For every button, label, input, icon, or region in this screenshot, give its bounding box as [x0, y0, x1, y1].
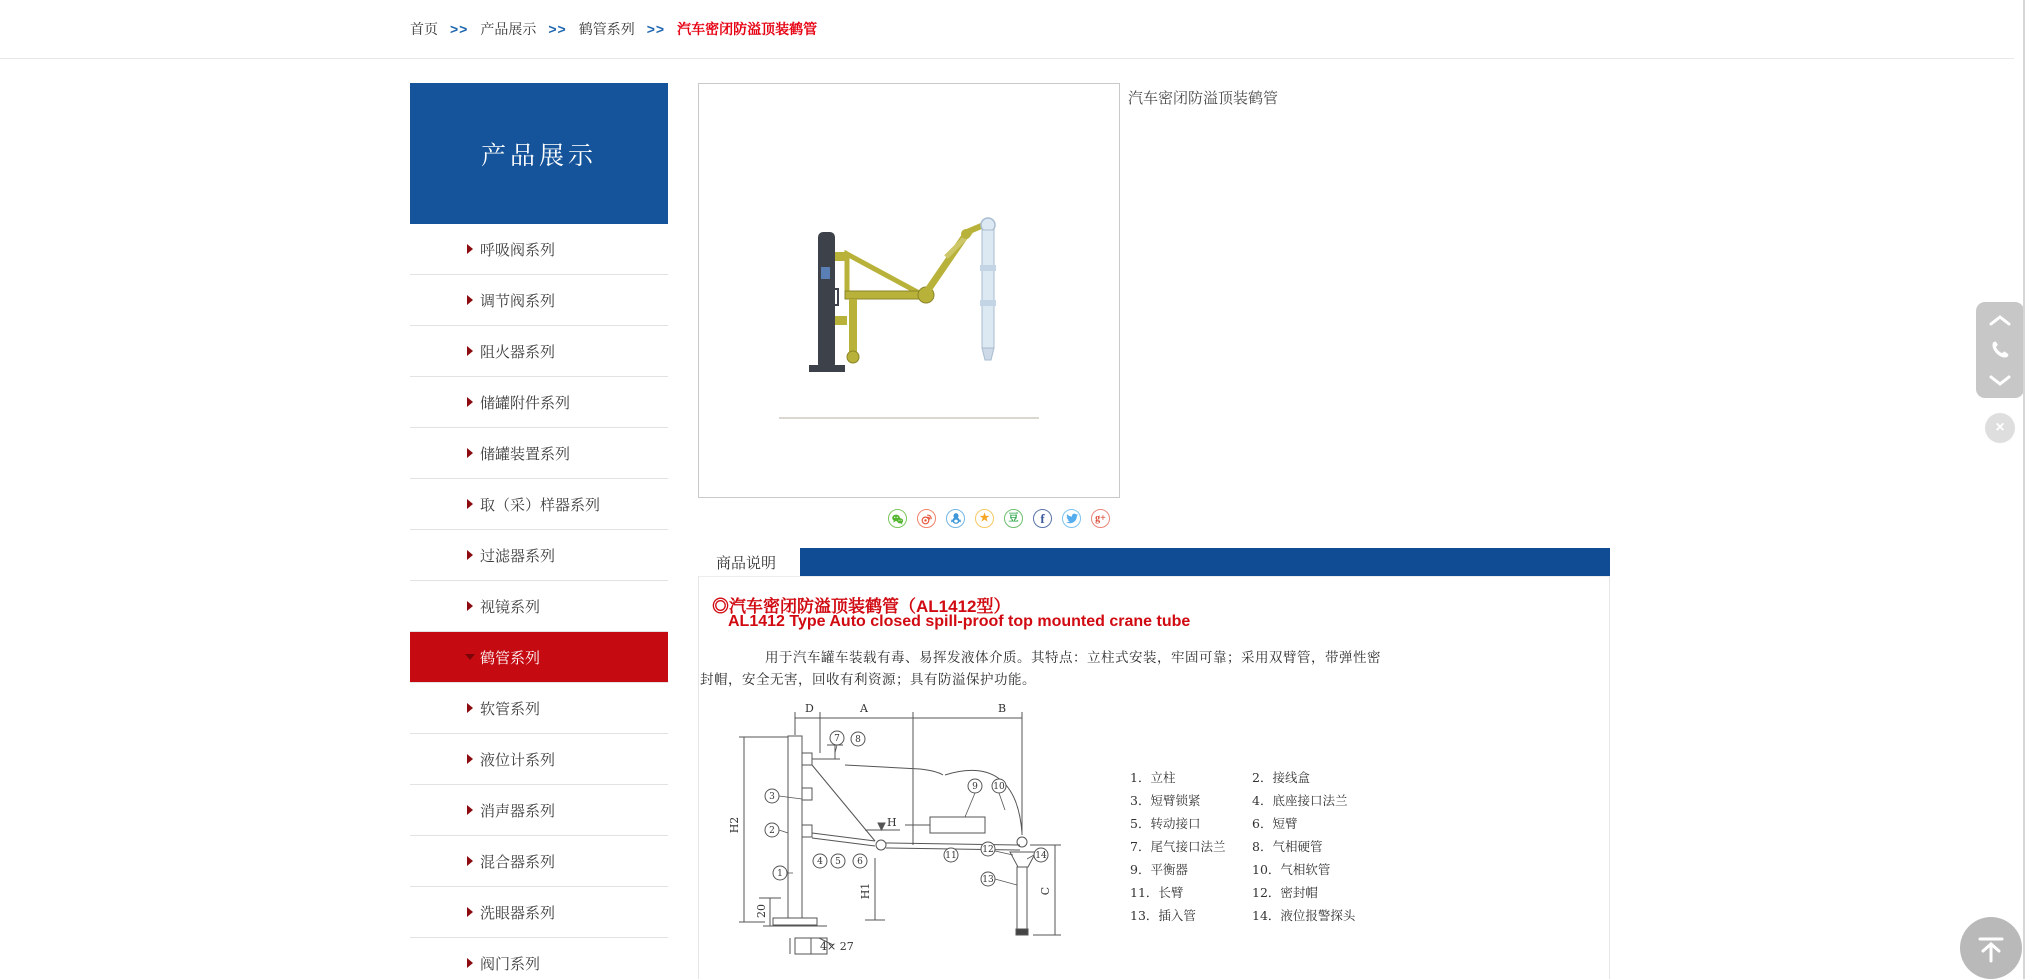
- share-facebook-icon[interactable]: [1033, 509, 1052, 528]
- arrow-right-icon: [467, 601, 473, 611]
- dim-label-holes: 4× 27: [820, 940, 854, 953]
- dim-label-h1: H1: [859, 882, 872, 900]
- part-item: 7．尾气接口法兰: [1130, 839, 1226, 854]
- sidebar-item-eyewash-series[interactable]: [410, 887, 668, 938]
- dim-label-d: D: [805, 702, 814, 715]
- arrow-right-icon: [467, 856, 473, 866]
- dim-label-b: B: [998, 702, 1007, 715]
- part-item: 8．气相硬管: [1252, 839, 1323, 854]
- sidebar-title-label: 产品展示: [480, 141, 597, 170]
- dim-label-20: 20: [755, 904, 768, 918]
- sidebar-item-label: 取（采）样器系列: [480, 496, 601, 514]
- dim-label-h: H: [887, 816, 897, 829]
- arrow-right-icon: [467, 958, 473, 968]
- close-widget-button[interactable]: [1985, 413, 2015, 443]
- callout-9: 9: [972, 782, 978, 792]
- callout-14: 14: [1035, 851, 1047, 861]
- sidebar-item-label: 呼吸阀系列: [480, 241, 556, 259]
- callout-2: 2: [769, 826, 775, 836]
- share-qzone-icon[interactable]: [975, 509, 994, 528]
- sidebar-item-label: 洗眼器系列: [480, 904, 556, 922]
- callout-8: 8: [855, 735, 861, 745]
- breadcrumb-separator: >>: [548, 21, 567, 37]
- arrow-right-icon: [467, 754, 473, 764]
- breadcrumb-separator: >>: [450, 21, 469, 37]
- share-twitter-icon[interactable]: [1062, 509, 1081, 528]
- arrow-right-icon: [467, 295, 473, 305]
- sidebar-item-breathing-valve-series[interactable]: [410, 224, 668, 275]
- breadcrumb: [410, 0, 817, 58]
- scroll-up-button[interactable]: [1986, 309, 2014, 331]
- callout-7: 7: [834, 734, 840, 744]
- sidebar-item-label: 阀门系列: [480, 955, 541, 973]
- callout-5: 5: [835, 857, 841, 867]
- breadcrumb-products[interactable]: 产品展示: [480, 21, 537, 37]
- sidebar-item-sampler-series[interactable]: [410, 479, 668, 530]
- part-item: 5．转动接口: [1130, 816, 1201, 831]
- sidebar-item-label: 视镜系列: [480, 598, 541, 616]
- share-douban-icon[interactable]: [1004, 509, 1023, 528]
- share-wechat-icon[interactable]: [888, 509, 907, 528]
- part-item: 3．短臂锁紧: [1130, 793, 1201, 808]
- scroll-down-button[interactable]: [1986, 369, 2014, 391]
- callout-4: 4: [817, 857, 823, 867]
- part-item: 13．插入管: [1130, 908, 1196, 923]
- technical-diagram: [715, 695, 1175, 979]
- part-item: 10．气相软管: [1252, 862, 1331, 877]
- sidebar-item-label: 阻火器系列: [480, 343, 556, 361]
- sidebar-item-mixer-series[interactable]: [410, 836, 668, 887]
- breadcrumb-loading-arm-series[interactable]: 鹤管系列: [578, 21, 635, 37]
- tab-product-description[interactable]: 商品说明: [698, 548, 800, 576]
- sidebar-item-valve-series[interactable]: [410, 938, 668, 979]
- breadcrumb-separator: >>: [646, 21, 666, 37]
- detail-description-line2: 封帽，安全无害，回收有利资源；具有防溢保护功能。: [700, 672, 1036, 688]
- callout-6: 6: [857, 857, 863, 867]
- arrow-right-icon: [467, 907, 473, 917]
- sidebar-item-label: 软管系列: [480, 700, 541, 718]
- part-item: 2．接线盒: [1252, 770, 1310, 785]
- share-bar: [888, 509, 1110, 528]
- sidebar-item-tank-accessories-series[interactable]: [410, 377, 668, 428]
- loading-arm-photo: [699, 84, 1117, 495]
- sidebar-item-muffler-series[interactable]: [410, 785, 668, 836]
- tabbar-blue-bar: [800, 548, 1610, 576]
- part-item: 14．液位报警探头: [1252, 908, 1356, 923]
- facebook-glyph: f: [1040, 511, 1045, 526]
- product-title: 汽车密闭防溢顶装鹤管: [1128, 90, 1279, 107]
- arrow-right-icon: [467, 499, 473, 509]
- back-to-top-button[interactable]: [1960, 917, 2022, 979]
- sidebar-item-label: 鹤管系列: [480, 649, 541, 667]
- arrow-right-icon: [467, 397, 473, 407]
- part-item: 12．密封帽: [1252, 885, 1318, 900]
- arrow-right-icon: [467, 805, 473, 815]
- diagram-drawing: [715, 695, 1175, 979]
- sidebar-item-filter-series[interactable]: [410, 530, 668, 581]
- detail-heading-cn: ◎汽车密闭防溢顶装鹤管（AL1412型）: [712, 597, 1011, 616]
- chevron-up-icon: [1989, 315, 2011, 326]
- arrow-down-icon: [465, 654, 475, 660]
- header-bar: [0, 0, 2014, 59]
- sidebar-item-label: 消声器系列: [480, 802, 556, 820]
- sidebar-item-label: 混合器系列: [480, 853, 556, 871]
- sidebar-title: [410, 83, 668, 224]
- sidebar-item-hose-series[interactable]: [410, 683, 668, 734]
- part-item: 6．短臂: [1252, 816, 1298, 831]
- dim-label-c: C: [1039, 886, 1052, 896]
- part-item: 4．底座接口法兰: [1252, 793, 1348, 808]
- product-image[interactable]: [698, 83, 1120, 498]
- callout-3: 3: [769, 792, 775, 802]
- douban-glyph: 豆: [1008, 512, 1019, 524]
- callout-10: 10: [993, 782, 1005, 792]
- callout-1: 1: [777, 869, 783, 879]
- diagram-parts-list: [1130, 766, 1355, 927]
- sidebar-item-loading-arm-series-active[interactable]: [410, 632, 668, 683]
- back-to-top-icon: [1974, 931, 2008, 965]
- sidebar-item-tank-device-series[interactable]: [410, 428, 668, 479]
- arrow-right-icon: [467, 550, 473, 560]
- sidebar-item-label: 过滤器系列: [480, 547, 556, 565]
- sidebar-item-label: 储罐装置系列: [480, 445, 571, 463]
- phone-button[interactable]: [1986, 339, 2014, 361]
- dim-label-h2: H2: [728, 816, 741, 834]
- sidebar-item-label: 储罐附件系列: [480, 394, 571, 412]
- arrow-right-icon: [467, 448, 473, 458]
- detail-tabbar: [698, 548, 1610, 576]
- sidebar-item-sight-glass-series[interactable]: [410, 581, 668, 632]
- part-item: 9．平衡器: [1130, 862, 1188, 877]
- share-weibo-icon[interactable]: [917, 509, 936, 528]
- googleplus-glyph: g+: [1095, 512, 1106, 524]
- sidebar-item-flame-arrester-series[interactable]: [410, 326, 668, 377]
- chevron-down-icon: [1989, 375, 2011, 386]
- sidebar-item-regulating-valve-series[interactable]: [410, 275, 668, 326]
- arrow-right-icon: [467, 346, 473, 356]
- phone-icon: [1990, 340, 2010, 360]
- callout-13: 13: [982, 875, 994, 885]
- breadcrumb-current-page: 汽车密闭防溢顶装鹤管: [677, 21, 818, 37]
- page-edge-divider: [2023, 0, 2025, 979]
- sidebar-item-label: 调节阀系列: [480, 292, 556, 310]
- close-icon: ×: [1995, 419, 2005, 436]
- callout-11: 11: [945, 851, 957, 861]
- part-item: 1．立柱: [1130, 770, 1176, 785]
- arrow-right-icon: [467, 703, 473, 713]
- detail-heading-en: AL1412 Type Auto closed spill-proof top mounted crane tube: [728, 613, 1191, 630]
- sidebar-item-label: 液位计系列: [480, 751, 556, 769]
- share-qq-icon[interactable]: [946, 509, 965, 528]
- product-category-sidebar: [410, 83, 668, 979]
- floating-toolbar: [1976, 302, 2024, 398]
- breadcrumb-home[interactable]: 首页: [410, 21, 438, 37]
- callout-12: 12: [982, 845, 994, 855]
- share-googleplus-icon[interactable]: [1091, 509, 1110, 528]
- sidebar-item-level-gauge-series[interactable]: [410, 734, 668, 785]
- arrow-right-icon: [467, 244, 473, 254]
- star-glyph: ★: [979, 512, 990, 524]
- detail-description-line1: 用于汽车罐车装载有毒、易挥发液体介质。其特点：立柱式安装，牢固可靠；采用双臂管，带弹性密: [765, 650, 1381, 666]
- dim-label-a: A: [860, 702, 868, 715]
- part-item: 11．长臂: [1130, 885, 1184, 900]
